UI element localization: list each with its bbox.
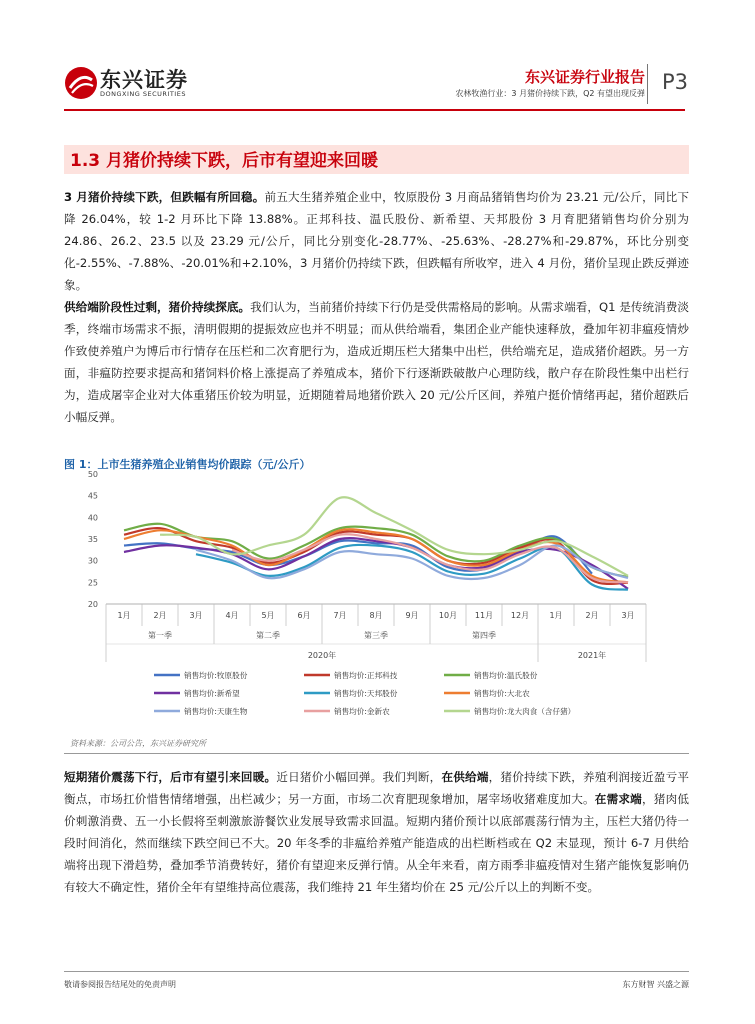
paragraph-2-body: 我们认为，当前猪价持续下行仍是受供需格局的影响。从需求端看，Q1 是传统消费淡季，终端市场需求不振，清明假期的提振效应也并不明显；而从供给端看，集团企业产能快速释放，叠加年初非瘟疫情炒作致使养殖户为博后市行情存在压栏和二次育肥行为，造成近期压栏大猪集中出栏，供给端充足，造成猪价超跌。另一方面，非瘟防控要求提高和猪饲料价格上涨提高了养殖成本，猪价下行逐渐跌破散户心理防线，散户存在阶段性集中出栏行为，造成屠宰企业对大体重猪压价较为明显，近期随着局地猪价跌入 20 元/公斤区间，养殖户挺价情绪再起，猪价超跌后小幅反弹。 [64,300,689,424]
logo-text: 东兴证券 [100,68,188,92]
x-tick-label: 11月 [474,611,494,620]
legend-label: 销售均价:牧原股份 [184,671,248,680]
source-rule [64,753,689,754]
legend-label: 销售均价:龙大肉食（含仔猪） [474,707,576,716]
paragraph-3-lead: 短期猪价震荡下行，后市有望引来回暖。 [64,770,277,784]
footer-slogan: 东方财智 兴盛之源 [622,980,689,989]
x-tick-label: 1月 [117,611,131,620]
y-tick-label: 50 [87,470,98,479]
report-title: 东兴证券行业报告 [524,68,645,86]
y-tick-label: 45 [87,491,98,501]
paragraph-3-text-a: 近日猪价小幅回弹。我们判断， [276,770,442,784]
x-tick-label: 2月 [585,611,599,620]
dongxing-logo-mark [64,66,98,100]
paragraph-3-text-b: ，猪价持续下跌，养殖利润接近盈亏平衡点，市场扛价惜售情绪增强，出栏减少；另一方面，市场二次育肥现象增加，屠宰场收猪难度加大。 [64,770,689,806]
y-tick-label: 25 [87,578,98,588]
year-label: 2021年 [577,651,607,660]
paragraph-3-demand: 在需求端 [594,792,642,806]
x-tick-label: 3月 [621,611,635,620]
x-tick-label: 10月 [438,611,458,620]
footer-disclaimer: 敬请参阅报告结尾处的免责声明 [64,980,176,989]
quarter-label: 第一季 [148,631,172,640]
figure-title: 图 1：上市生猪养殖企业销售均价跟踪（元/公斤） [64,458,311,471]
x-tick-label: 6月 [297,611,311,620]
x-tick-label: 3月 [189,611,203,620]
legend-label: 销售均价:正邦科技 [334,671,398,680]
year-label: 2020年 [307,651,337,660]
x-tick-label: 4月 [225,611,239,620]
quarter-label: 第二季 [256,631,280,640]
page-number: P3 [662,70,689,94]
paragraph-1-lead: 3 月猪价持续下跌，但跌幅有所回稳。 [64,190,265,204]
paragraph-3 [64,766,689,898]
x-tick-label: 12月 [510,611,530,620]
quarter-label: 第四季 [472,631,496,640]
y-tick-label: 35 [87,535,98,544]
legend-label: 销售均价:天邦股份 [334,689,398,698]
paragraph-1-body: 前五大生猪养殖企业中，牧原股份 3 月商品猪销售均价为 23.21 元/公斤，同比下降 26.04%，较 1-2 月环比下降 13.88%。正邦科技、温氏股份、新希望、天邦股份 3 月育肥猪销售均价分别为 24.86、26.2、23.5 以及 23.29 元/公斤，同比分别变化-28.77%、-25.63%、-28.27%和-29.87%，环比分别变化-2.55%、-7.88%、-20.01%和+2.10%，3 月猪价仍持续下跌，但跌幅有所收窄，进入 4 月份，猪价呈现止跌反弹迹象。 [64,190,690,292]
paragraph-1 [64,186,689,296]
report-subtitle: 农林牧渔行业：3 月猪价持续下跌，Q2 有望出现反弹 [455,89,645,98]
x-tick-label: 5月 [261,611,275,620]
logo-subtext: DONGXING SECURITIES [100,90,186,98]
y-tick-label: 20 [87,600,98,609]
footer-rule [64,971,689,972]
legend-label: 销售均价:新希望 [184,689,240,698]
x-tick-label: 7月 [333,611,347,620]
paragraph-3-supply: 在供给端 [441,770,489,784]
legend-label: 销售均价:金新农 [334,707,390,716]
legend-label: 销售均价:天康生物 [184,707,248,716]
y-tick-label: 30 [87,556,98,566]
legend-label: 销售均价:温氏股份 [474,671,538,680]
y-tick-label: 40 [87,513,98,523]
paragraph-3-text-c: ，猪肉低价刺激消费、五一小长假将至刺激旅游餐饮业发展导致需求回温。短期内猪价预计以底部震荡行情为主，压栏大猪仍待一段时间消化，然而继续下跌空间已不大。20 年冬季的非瘟给养殖产能造成的出栏断档或在 Q2 末显现，预计 6-7 月供给端将出现下滑趋势，叠加季节消费转好，猪价有望迎来反弹行情。从全年来看，南方雨季非瘟疫情对生猪产能恢复影响仍有较大不确定性，猪价全年有望维持高位震荡，我们维持 21 年生猪均价在 25 元/公斤以上的判断不变。 [64,792,689,894]
series-line-1 [124,536,592,573]
header-separator [647,64,648,104]
x-tick-label: 8月 [369,611,383,620]
x-tick-label: 9月 [405,611,419,620]
x-tick-label: 2月 [153,611,167,620]
paragraph-2-lead: 供给端阶段性过剩，猪价持续探底。 [64,300,251,314]
legend-label: 销售均价:大北农 [474,689,530,698]
quarter-label: 第三季 [364,631,388,640]
header-rule [64,109,685,111]
section-title: 1.3 月猪价持续下跌，后市有望迎来回暖 [70,151,379,171]
paragraph-2 [64,296,689,428]
price-line-chart [66,470,656,732]
figure-source: 资料来源：公司公告，东兴证券研究所 [70,739,206,748]
x-tick-label: 1月 [549,611,563,620]
